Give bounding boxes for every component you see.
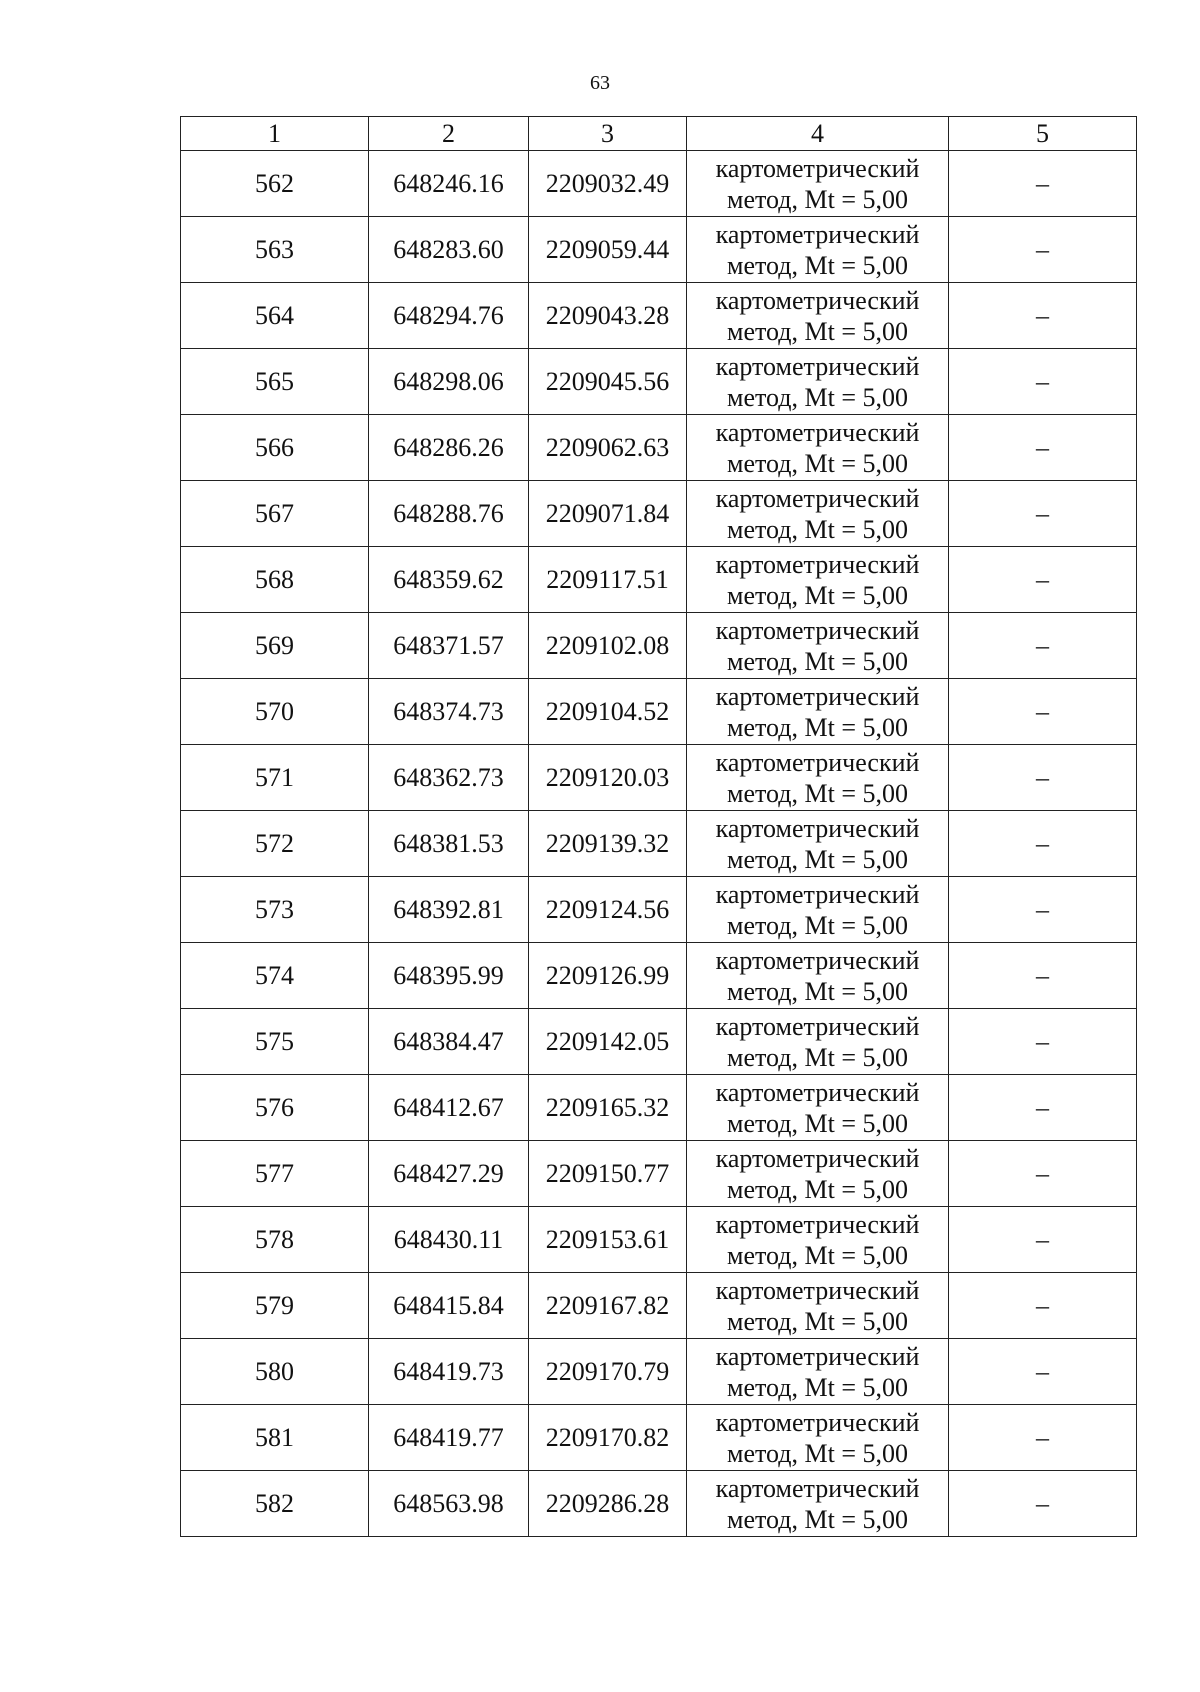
x-coordinate-cell: 648359.62 xyxy=(369,547,529,613)
y-coordinate-cell: 2209117.51 xyxy=(529,547,687,613)
note-cell: – xyxy=(949,1273,1137,1339)
x-coordinate-cell: 648563.98 xyxy=(369,1471,529,1537)
point-number-cell: 577 xyxy=(181,1141,369,1207)
point-number-cell: 578 xyxy=(181,1207,369,1273)
x-coordinate-cell: 648392.81 xyxy=(369,877,529,943)
y-coordinate-cell: 2209059.44 xyxy=(529,217,687,283)
method-cell: картометрический метод, Mt = 5,00 xyxy=(687,1009,949,1075)
point-number-cell: 571 xyxy=(181,745,369,811)
table-row xyxy=(181,1207,1137,1273)
note-cell: – xyxy=(949,547,1137,613)
x-coordinate-cell: 648371.57 xyxy=(369,613,529,679)
table-row xyxy=(181,1075,1137,1141)
point-number-cell: 574 xyxy=(181,943,369,1009)
table-row xyxy=(181,1405,1137,1471)
table-row xyxy=(181,1009,1137,1075)
table-row xyxy=(181,415,1137,481)
x-coordinate-cell: 648288.76 xyxy=(369,481,529,547)
note-cell: – xyxy=(949,151,1137,217)
point-number-cell: 562 xyxy=(181,151,369,217)
note-cell: – xyxy=(949,1471,1137,1537)
table-row xyxy=(181,481,1137,547)
point-number-cell: 579 xyxy=(181,1273,369,1339)
method-cell: картометрический метод, Mt = 5,00 xyxy=(687,1273,949,1339)
table-row xyxy=(181,943,1137,1009)
y-coordinate-cell: 2209150.77 xyxy=(529,1141,687,1207)
x-coordinate-cell: 648246.16 xyxy=(369,151,529,217)
page-number: 63 xyxy=(590,72,610,94)
y-coordinate-cell: 2209043.28 xyxy=(529,283,687,349)
table-row xyxy=(181,613,1137,679)
note-cell: – xyxy=(949,811,1137,877)
header-cell: 1 xyxy=(181,117,369,151)
table-row xyxy=(181,877,1137,943)
y-coordinate-cell: 2209153.61 xyxy=(529,1207,687,1273)
x-coordinate-cell: 648430.11 xyxy=(369,1207,529,1273)
note-cell: – xyxy=(949,679,1137,745)
x-coordinate-cell: 648419.73 xyxy=(369,1339,529,1405)
x-coordinate-cell: 648419.77 xyxy=(369,1405,529,1471)
x-coordinate-cell: 648374.73 xyxy=(369,679,529,745)
x-coordinate-cell: 648415.84 xyxy=(369,1273,529,1339)
table-row xyxy=(181,349,1137,415)
y-coordinate-cell: 2209102.08 xyxy=(529,613,687,679)
header-cell: 4 xyxy=(687,117,949,151)
y-coordinate-cell: 2209124.56 xyxy=(529,877,687,943)
point-number-cell: 582 xyxy=(181,1471,369,1537)
x-coordinate-cell: 648427.29 xyxy=(369,1141,529,1207)
point-number-cell: 568 xyxy=(181,547,369,613)
point-number-cell: 569 xyxy=(181,613,369,679)
y-coordinate-cell: 2209104.52 xyxy=(529,679,687,745)
method-cell: картометрический метод, Mt = 5,00 xyxy=(687,547,949,613)
method-cell: картометрический метод, Mt = 5,00 xyxy=(687,613,949,679)
y-coordinate-cell: 2209139.32 xyxy=(529,811,687,877)
header-cell: 2 xyxy=(369,117,529,151)
table-row xyxy=(181,1339,1137,1405)
table-row xyxy=(181,151,1137,217)
point-number-cell: 567 xyxy=(181,481,369,547)
note-cell: – xyxy=(949,613,1137,679)
y-coordinate-cell: 2209045.56 xyxy=(529,349,687,415)
note-cell: – xyxy=(949,1009,1137,1075)
method-cell: картометрический метод, Mt = 5,00 xyxy=(687,1339,949,1405)
note-cell: – xyxy=(949,877,1137,943)
table-row xyxy=(181,745,1137,811)
method-cell: картометрический метод, Mt = 5,00 xyxy=(687,415,949,481)
table-row xyxy=(181,283,1137,349)
method-cell: картометрический метод, Mt = 5,00 xyxy=(687,679,949,745)
point-number-cell: 576 xyxy=(181,1075,369,1141)
method-cell: картометрический метод, Mt = 5,00 xyxy=(687,1471,949,1537)
table-row xyxy=(181,217,1137,283)
method-cell: картометрический метод, Mt = 5,00 xyxy=(687,481,949,547)
note-cell: – xyxy=(949,1405,1137,1471)
x-coordinate-cell: 648286.26 xyxy=(369,415,529,481)
note-cell: – xyxy=(949,1207,1137,1273)
point-number-cell: 580 xyxy=(181,1339,369,1405)
table-row xyxy=(181,1141,1137,1207)
method-cell: картометрический метод, Mt = 5,00 xyxy=(687,1141,949,1207)
y-coordinate-cell: 2209286.28 xyxy=(529,1471,687,1537)
point-number-cell: 573 xyxy=(181,877,369,943)
x-coordinate-cell: 648412.67 xyxy=(369,1075,529,1141)
note-cell: – xyxy=(949,349,1137,415)
table-row xyxy=(181,811,1137,877)
method-cell: картометрический метод, Mt = 5,00 xyxy=(687,1405,949,1471)
point-number-cell: 566 xyxy=(181,415,369,481)
y-coordinate-cell: 2209170.82 xyxy=(529,1405,687,1471)
point-number-cell: 572 xyxy=(181,811,369,877)
x-coordinate-cell: 648362.73 xyxy=(369,745,529,811)
method-cell: картометрический метод, Mt = 5,00 xyxy=(687,877,949,943)
note-cell: – xyxy=(949,1075,1137,1141)
point-number-cell: 570 xyxy=(181,679,369,745)
note-cell: – xyxy=(949,943,1137,1009)
table-header-row xyxy=(181,117,1137,151)
y-coordinate-cell: 2209126.99 xyxy=(529,943,687,1009)
method-cell: картометрический метод, Mt = 5,00 xyxy=(687,811,949,877)
y-coordinate-cell: 2209120.03 xyxy=(529,745,687,811)
point-number-cell: 575 xyxy=(181,1009,369,1075)
method-cell: картометрический метод, Mt = 5,00 xyxy=(687,745,949,811)
method-cell: картометрический метод, Mt = 5,00 xyxy=(687,283,949,349)
y-coordinate-cell: 2209062.63 xyxy=(529,415,687,481)
table-body xyxy=(181,151,1137,1537)
point-number-cell: 563 xyxy=(181,217,369,283)
header-cell: 5 xyxy=(949,117,1137,151)
x-coordinate-cell: 648298.06 xyxy=(369,349,529,415)
note-cell: – xyxy=(949,415,1137,481)
y-coordinate-cell: 2209071.84 xyxy=(529,481,687,547)
header-cell: 3 xyxy=(529,117,687,151)
note-cell: – xyxy=(949,745,1137,811)
y-coordinate-cell: 2209170.79 xyxy=(529,1339,687,1405)
point-number-cell: 581 xyxy=(181,1405,369,1471)
note-cell: – xyxy=(949,283,1137,349)
note-cell: – xyxy=(949,1339,1137,1405)
point-number-cell: 565 xyxy=(181,349,369,415)
x-coordinate-cell: 648381.53 xyxy=(369,811,529,877)
x-coordinate-cell: 648384.47 xyxy=(369,1009,529,1075)
table-header xyxy=(181,117,1137,151)
x-coordinate-cell: 648395.99 xyxy=(369,943,529,1009)
note-cell: – xyxy=(949,217,1137,283)
x-coordinate-cell: 648294.76 xyxy=(369,283,529,349)
y-coordinate-cell: 2209167.82 xyxy=(529,1273,687,1339)
method-cell: картометрический метод, Mt = 5,00 xyxy=(687,151,949,217)
coordinates-table xyxy=(180,116,1137,1537)
method-cell: картометрический метод, Mt = 5,00 xyxy=(687,1207,949,1273)
method-cell: картометрический метод, Mt = 5,00 xyxy=(687,1075,949,1141)
table-row xyxy=(181,679,1137,745)
x-coordinate-cell: 648283.60 xyxy=(369,217,529,283)
y-coordinate-cell: 2209165.32 xyxy=(529,1075,687,1141)
y-coordinate-cell: 2209032.49 xyxy=(529,151,687,217)
method-cell: картометрический метод, Mt = 5,00 xyxy=(687,349,949,415)
table-row xyxy=(181,1471,1137,1537)
method-cell: картометрический метод, Mt = 5,00 xyxy=(687,943,949,1009)
point-number-cell: 564 xyxy=(181,283,369,349)
method-cell: картометрический метод, Mt = 5,00 xyxy=(687,217,949,283)
note-cell: – xyxy=(949,1141,1137,1207)
y-coordinate-cell: 2209142.05 xyxy=(529,1009,687,1075)
table-row xyxy=(181,547,1137,613)
note-cell: – xyxy=(949,481,1137,547)
table-row xyxy=(181,1273,1137,1339)
